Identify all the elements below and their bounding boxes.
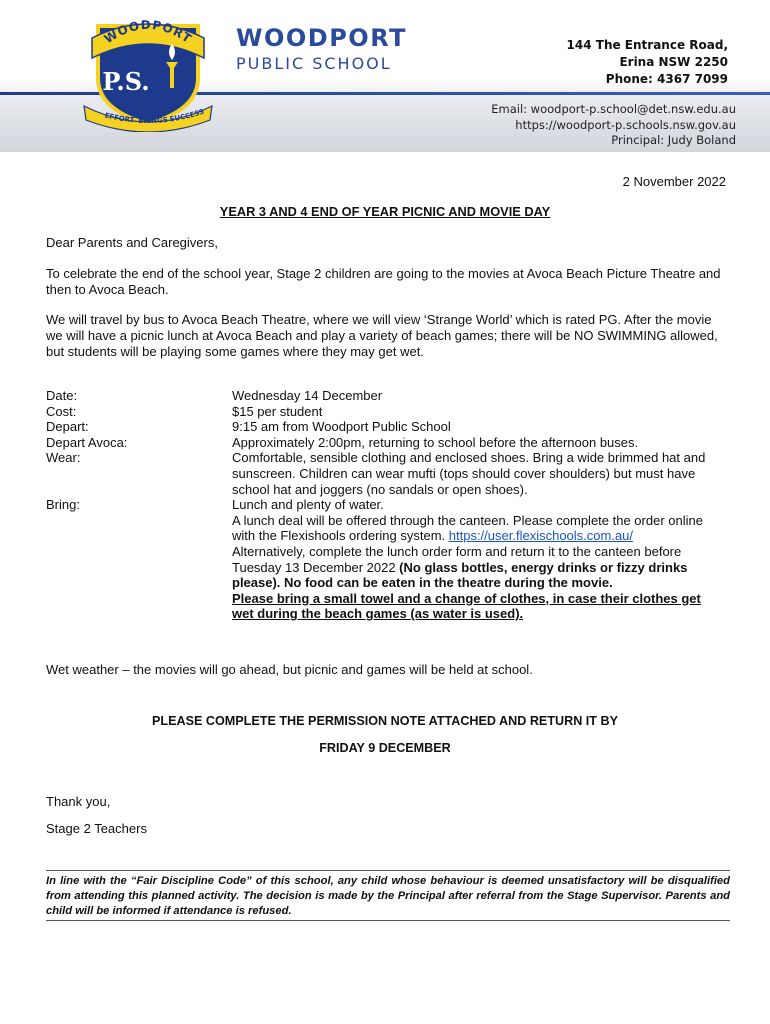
email-line: Email: woodport-p.school@det.nsw.edu.au — [491, 102, 736, 116]
detail-label: Bring: — [46, 497, 80, 513]
crest-initials: P.S. — [102, 67, 150, 96]
detail-label: Depart: — [46, 419, 89, 435]
event-details — [46, 388, 726, 622]
detail-label: Wear: — [46, 450, 81, 466]
detail-value: Comfortable, sensible clothing and enclosed shoes. Bring a wide brimmed hat and sunscreen. Children can wear mufti (tops should cover shoulders) but must have school hat and joggers (no sandals or open shoes). — [232, 450, 706, 497]
paragraph-travel: We will travel by bus to Avoca Beach Theatre, where we will view ‘Strange World’ which is rated PG. After the movie we will have a picnic lunch at Avoca Beach and play a variety of beach games; there will be NO SWIMMING allowed, but students will be playing some games where they may get wet. — [46, 312, 718, 359]
permission-deadline: FRIDAY 9 DECEMBER — [319, 741, 451, 755]
divider — [46, 870, 730, 871]
crest-banner-text: WOODPORT — [101, 17, 195, 47]
svg-text:BRINGS — [138, 116, 168, 125]
bring-canteen-text: A lunch deal will be offered through the canteen. Please complete the order online with the Flexishools ordering system. — [232, 512, 703, 544]
bring-lunch-text: Lunch and plenty of water. — [232, 497, 384, 513]
bring-order-form-text: Alternatively, complete the lunch order form and return it to the canteen before Tuesday 13 December 2022 — [232, 543, 682, 575]
detail-row-cost — [46, 404, 726, 420]
bring-towel-notice: Please bring a small towel and a change of clothes, in case their clothes get wet during the beach games (as water is used). — [232, 590, 701, 622]
website-line: https://woodport-p.schools.nsw.gov.au — [515, 117, 736, 132]
detail-value: Approximately 2:00pm, returning to school before the afternoon buses. — [232, 434, 639, 450]
detail-label: Depart Avoca: — [46, 434, 128, 450]
wet-weather-note: Wet weather – the movies will go ahead, but picnic and games will be held at school. — [46, 662, 533, 677]
bring-restrictions-text: (No glass bottles, energy drinks or fizzy drinks please). No food can be eaten in the theatre during the movie. — [232, 559, 688, 591]
crest-motto-2: BRINGS — [138, 115, 169, 126]
detail-row-depart — [46, 419, 726, 435]
detail-row-bring — [46, 497, 726, 622]
detail-value: 9:15 am from Woodport Public School — [232, 419, 451, 435]
crest-motto-3: SUCCESS — [169, 107, 206, 124]
paragraph-intro: To celebrate the end of the school year, Stage 2 children are going to the movies at Avoca Beach Picture Theatre and then to Avoca Beach. — [46, 266, 721, 297]
closing-thanks: Thank you, — [46, 794, 111, 809]
phone-line: Phone: 4367 7099 — [605, 72, 728, 86]
principal-line: Principal: Judy Boland — [611, 133, 736, 147]
detail-value — [232, 497, 726, 622]
discipline-disclaimer: In line with the “Fair Discipline Code” of this school, any child whose behaviour is deemed unsatisfactory will be disqualified from attending this planned activity. The decision is made by the Principal after referral from the Stage Supervisor. Parents and child will be informed if attendance is refused. — [46, 875, 730, 917]
detail-row-date — [46, 388, 726, 404]
flexischools-link[interactable]: https://user.flexischools.com.au/ — [448, 528, 634, 544]
school-name: WOODPORT — [236, 24, 407, 52]
detail-row-wear — [46, 450, 726, 497]
detail-value: Wednesday 14 December — [232, 388, 383, 403]
divider — [46, 920, 730, 921]
detail-label: Cost: — [46, 403, 77, 419]
letter-title: YEAR 3 AND 4 END OF YEAR PICNIC AND MOVIE DAY — [219, 204, 551, 219]
crest-motto-1: EFFORT — [103, 111, 135, 125]
greeting: Dear Parents and Caregivers, — [46, 235, 218, 250]
letter-date: 2 November 2022 — [622, 174, 726, 189]
address-line: 144 The Entrance Road, — [566, 38, 728, 52]
permission-notice: PLEASE COMPLETE THE PERMISSION NOTE ATTACHED AND RETURN IT BY — [152, 714, 618, 728]
detail-row-depart-avoca — [46, 435, 726, 451]
address-line: Erina NSW 2250 — [619, 55, 728, 69]
signature: Stage 2 Teachers — [46, 821, 147, 836]
school-crest-logo — [78, 12, 218, 132]
school-address — [567, 37, 728, 88]
school-subtitle: PUBLIC SCHOOL — [236, 54, 392, 73]
detail-value: $15 per student — [232, 403, 323, 419]
school-contact — [491, 102, 736, 149]
detail-label: Date: — [46, 388, 78, 403]
